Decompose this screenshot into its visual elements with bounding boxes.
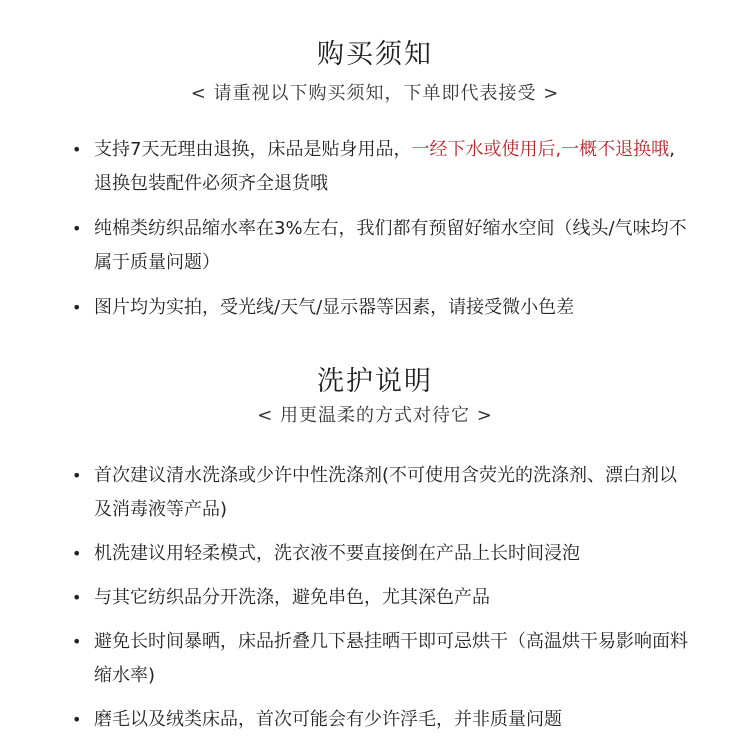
notice-item-return-highlight: 一经下水或使用后,一概不退换哦	[411, 139, 670, 160]
notice-item-return-tail: ,退换包装配件必须齐全退货哦	[94, 139, 675, 194]
care-item-machine-wash: • 机洗建议用轻柔模式，洗衣液不要直接倒在产品上长时间浸泡	[0, 537, 750, 571]
notice-item-shrinkage: • 纯棉类纺织品缩水率在3%左右，我们都有预留好缩水空间（线头/气味均不属于质量问题）	[0, 212, 750, 280]
notice-list	[0, 133, 750, 325]
care-item-sun-drying: • 避免长时间暴晒，床品折叠几下悬挂晒干即可忌烘干（高温烘干易影响面料缩水率)	[0, 625, 750, 693]
notice-item-color-difference: • 图片均为实拍，受光线/天气/显示器等因素，请接受微小色差	[0, 291, 750, 325]
notice-subtitle: < 请重视以下购买须知，下单即代表接受 >	[190, 83, 560, 104]
care-item-separate-wash: • 与其它纺织品分开洗涤，避免串色，尤其深色产品	[0, 581, 750, 615]
care-list	[0, 459, 750, 747]
notice-item-return-text: 支持7天无理由退换，床品是贴身用品，	[94, 139, 412, 160]
care-title: 洗护说明	[317, 366, 433, 397]
care-item-first-wash: • 首次建议清水洗涤或少许中性洗涤剂(不可使用含荧光的洗涤剂、漂白剂以及消毒液等产品)	[0, 459, 750, 527]
notice-item-return-policy	[0, 133, 750, 201]
notice-title: 购买须知	[317, 39, 433, 70]
care-subtitle: < 用更温柔的方式对待它 >	[257, 405, 493, 426]
care-item-pilling: • 磨毛以及绒类床品，首次可能会有少许浮毛，并非质量问题	[0, 703, 750, 737]
